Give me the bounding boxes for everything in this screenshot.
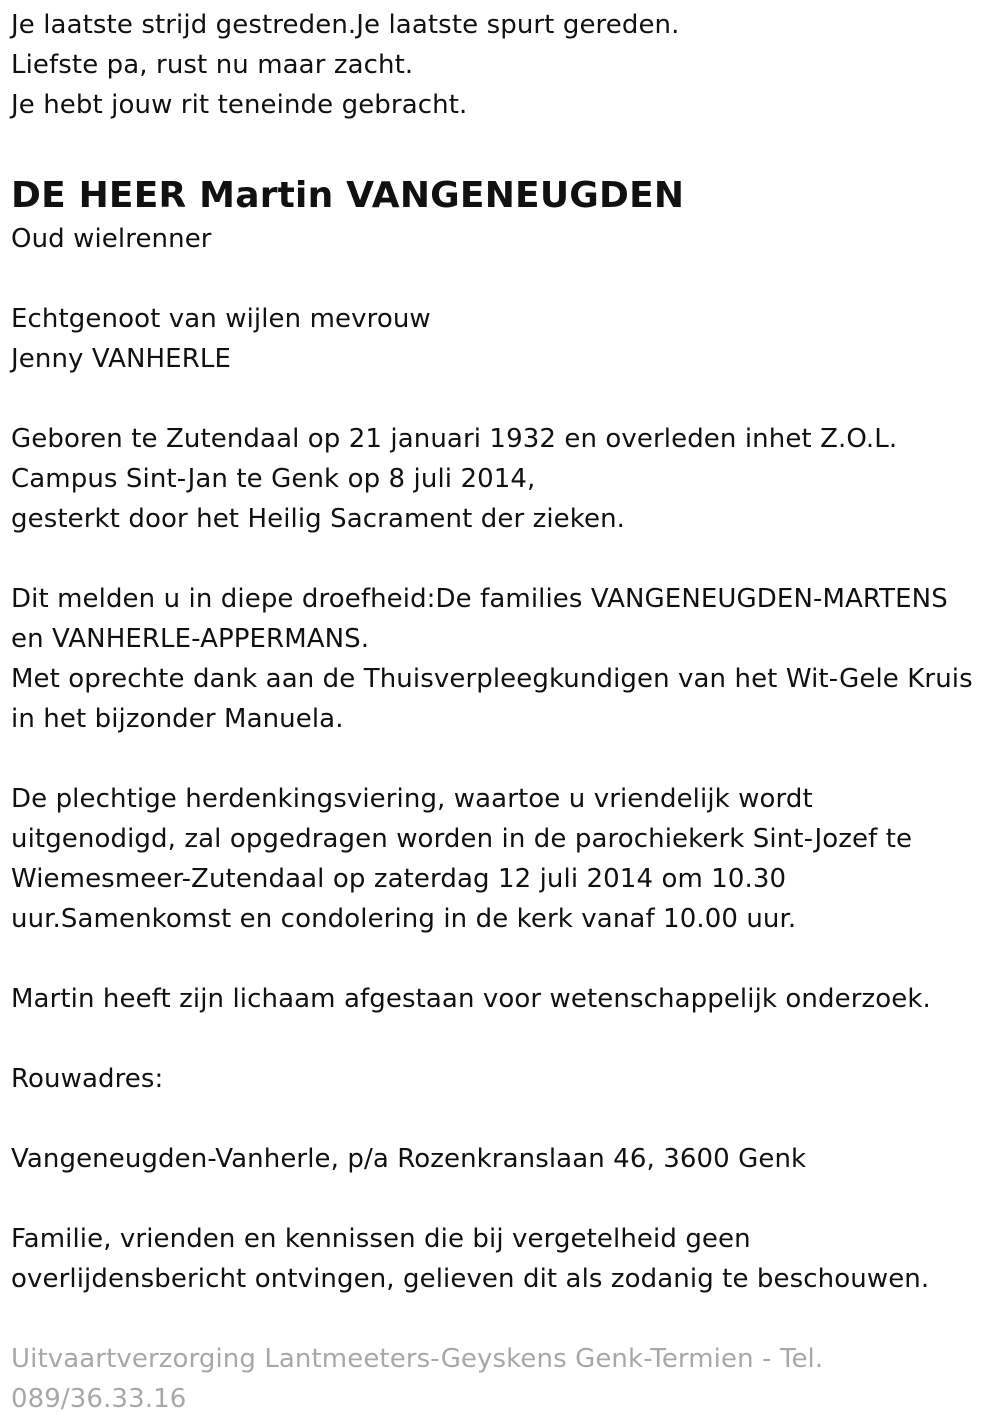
- birth-death-section: [11, 419, 1000, 539]
- deceased-name: DE HEER Martin VANGENEUGDEN: [11, 175, 685, 216]
- notice-section: [11, 1219, 1000, 1299]
- ceremony-line: uur.Samenkomst en condolering in de kerk vanaf 10.00 uur.: [11, 904, 797, 934]
- spouse-line: Jenny VANHERLE: [11, 344, 231, 374]
- birth-death-line: gesterkt door het Heilig Sacrament der zieken.: [11, 504, 626, 534]
- spouse-line: Echtgenoot van wijlen mevrouw: [11, 304, 431, 334]
- occupation: Oud wielrenner: [11, 224, 212, 254]
- spouse-section: [11, 299, 1000, 379]
- birth-death-line: Campus Sint-Jan te Genk op 8 juli 2014,: [11, 464, 536, 494]
- notice-line: overlijdensbericht ontvingen, gelieven dit als zodanig te beschouwen.: [11, 1264, 930, 1294]
- birth-death-line: Geboren te Zutendaal op 21 januari 1932 en overleden inhet Z.O.L.: [11, 424, 898, 454]
- poem-line: Je laatste strijd gestreden.Je laatste spurt gereden.: [11, 10, 680, 40]
- poem-line: Je hebt jouw rit teneinde gebracht.: [11, 90, 468, 120]
- address: Vangeneugden-Vanherle, p/a Rozenkranslaan 46, 3600 Genk: [11, 1144, 807, 1174]
- footer-line: Uitvaartverzorging Lantmeeters-Geyskens Genk-Termien - Tel.: [11, 1344, 824, 1374]
- ceremony-line: De plechtige herdenkingsviering, waartoe u vriendelijk wordt: [11, 784, 813, 814]
- announcement-section: [11, 579, 1000, 739]
- ceremony-section: [11, 779, 1000, 939]
- ceremony-line: Wiemesmeer-Zutendaal op zaterdag 12 juli 2014 om 10.30: [11, 864, 787, 894]
- funeral-home-footer: [11, 1339, 1000, 1419]
- announcement-line: en VANHERLE-APPERMANS.: [11, 624, 370, 654]
- notice-line: Familie, vrienden en kennissen die bij vergetelheid geen: [11, 1224, 751, 1254]
- footer-line: 089/36.33.16: [11, 1384, 187, 1414]
- announcement-line: in het bijzonder Manuela.: [11, 704, 344, 734]
- poem-line: Liefste pa, rust nu maar zacht.: [11, 50, 414, 80]
- ceremony-line: uitgenodigd, zal opgedragen worden in de parochiekerk Sint-Jozef te: [11, 824, 913, 854]
- address-label: Rouwadres:: [11, 1064, 164, 1094]
- announcement-line: Dit melden u in diepe droefheid:De families VANGENEUGDEN-MARTENS: [11, 584, 948, 614]
- announcement-line: Met oprechte dank aan de Thuisverpleegkundigen van het Wit-Gele Kruis: [11, 664, 973, 694]
- poem: [11, 5, 1000, 125]
- body-donation: Martin heeft zijn lichaam afgestaan voor wetenschappelijk onderzoek.: [11, 984, 931, 1014]
